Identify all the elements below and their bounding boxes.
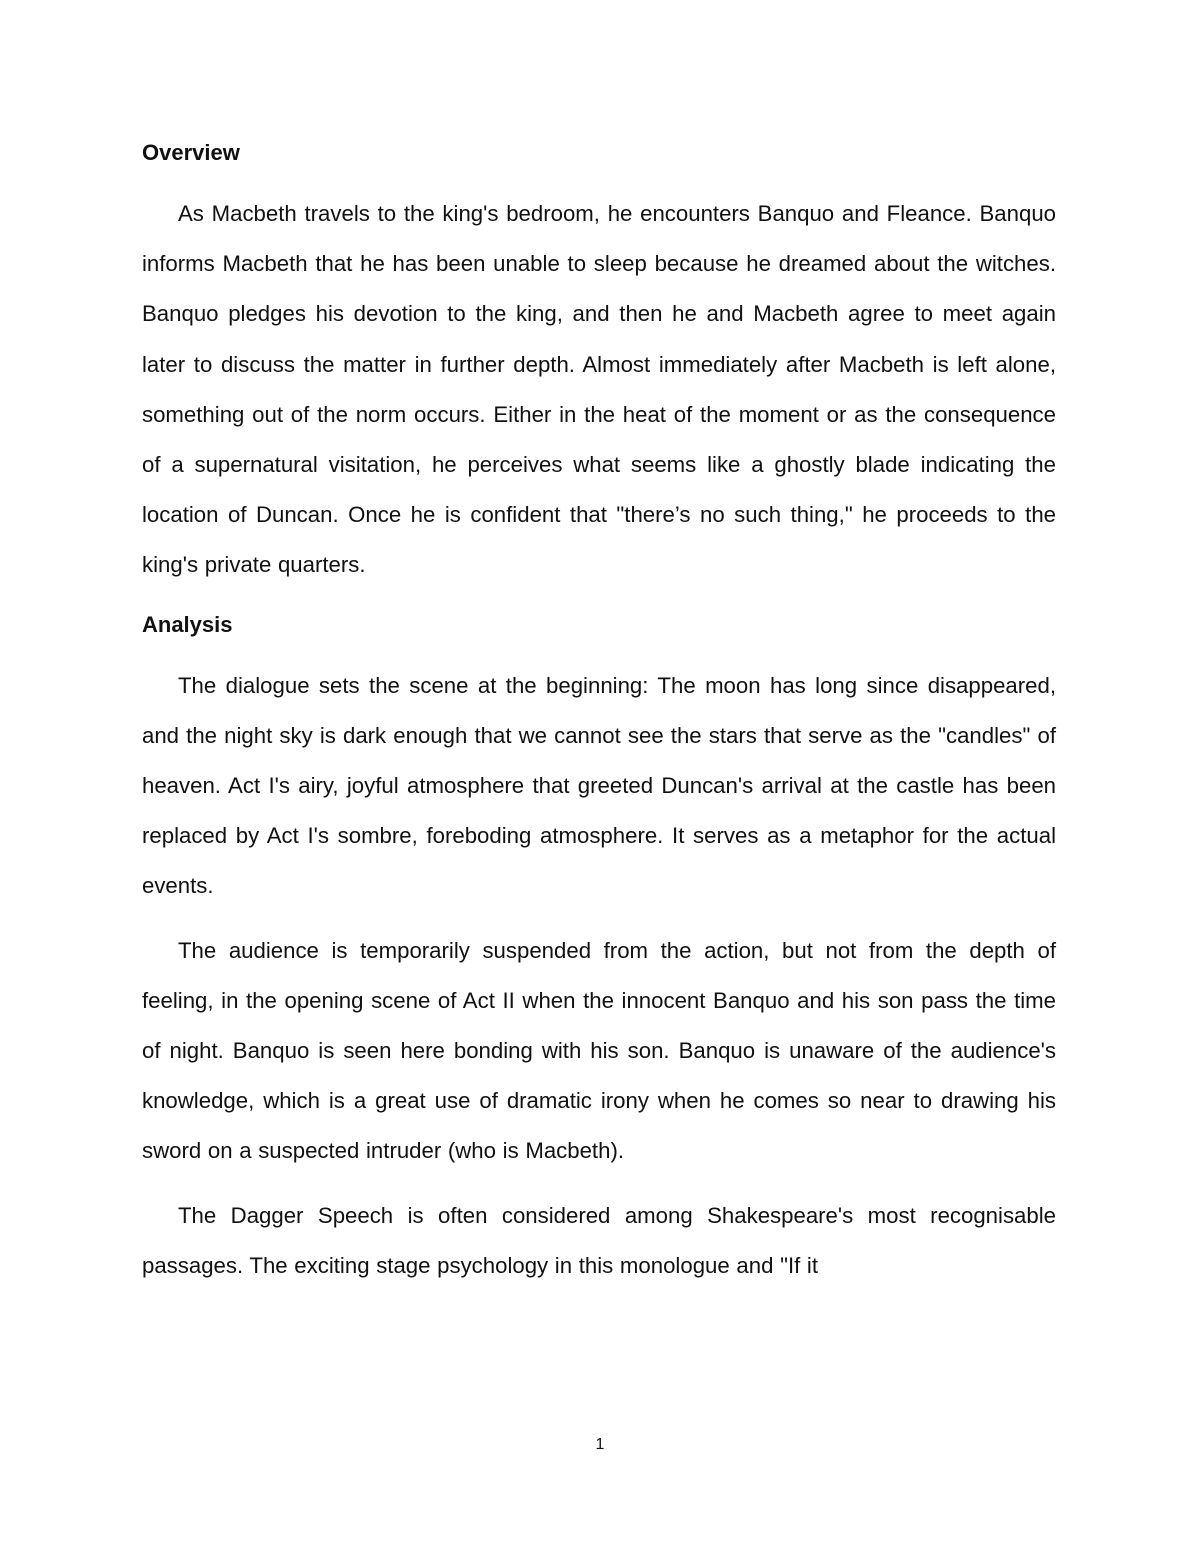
- analysis-paragraph-3: The Dagger Speech is often considered among Shakespeare's most recognisable passages. The exciting stage psychology in this monologue and "If it: [142, 1202, 1056, 1278]
- heading-analysis: Analysis: [142, 611, 233, 637]
- analysis-paragraph-2: The audience is temporarily suspended from the action, but not from the depth of feeling, in the opening scene of Act II when the innocent Banquo and his son pass the time of night. Banquo is seen here bonding with his son. Banquo is unaware of the audience's knowledge, which is a great use of dramatic irony when he comes so near to drawing his sword on a suspected intruder (who is Macbeth).: [142, 937, 1056, 1164]
- page-number: 1: [595, 1436, 605, 1453]
- analysis-paragraph-1: The dialogue sets the scene at the beginning: The moon has long since disappeared, and the night sky is dark enough that we cannot see the stars that serve as the "candles" of heaven. Act I's airy, joyful atmosphere that greeted Duncan's arrival at the castle has been replaced by Act I's sombre, foreboding atmosphere. It serves as a metaphor for the actual events.: [142, 672, 1056, 899]
- overview-paragraph: As Macbeth travels to the king's bedroom, he encounters Banquo and Fleance. Banquo informs Macbeth that he has been unable to sleep because he dreamed about the witches. Banquo pledges his devotion to the king, and then he and Macbeth agree to meet again later to discuss the matter in further depth. Almost immediately after Macbeth is left alone, something out of the norm occurs. Either in the heat of the moment or as the consequence of a supernatural visitation, he perceives what seems like a ghostly blade indicating the location of Duncan. Once he is confident that "there’s no such thing," he proceeds to the king's private quarters.: [142, 201, 1056, 578]
- heading-overview: Overview: [142, 140, 240, 165]
- document-body: [142, 139, 1056, 1291]
